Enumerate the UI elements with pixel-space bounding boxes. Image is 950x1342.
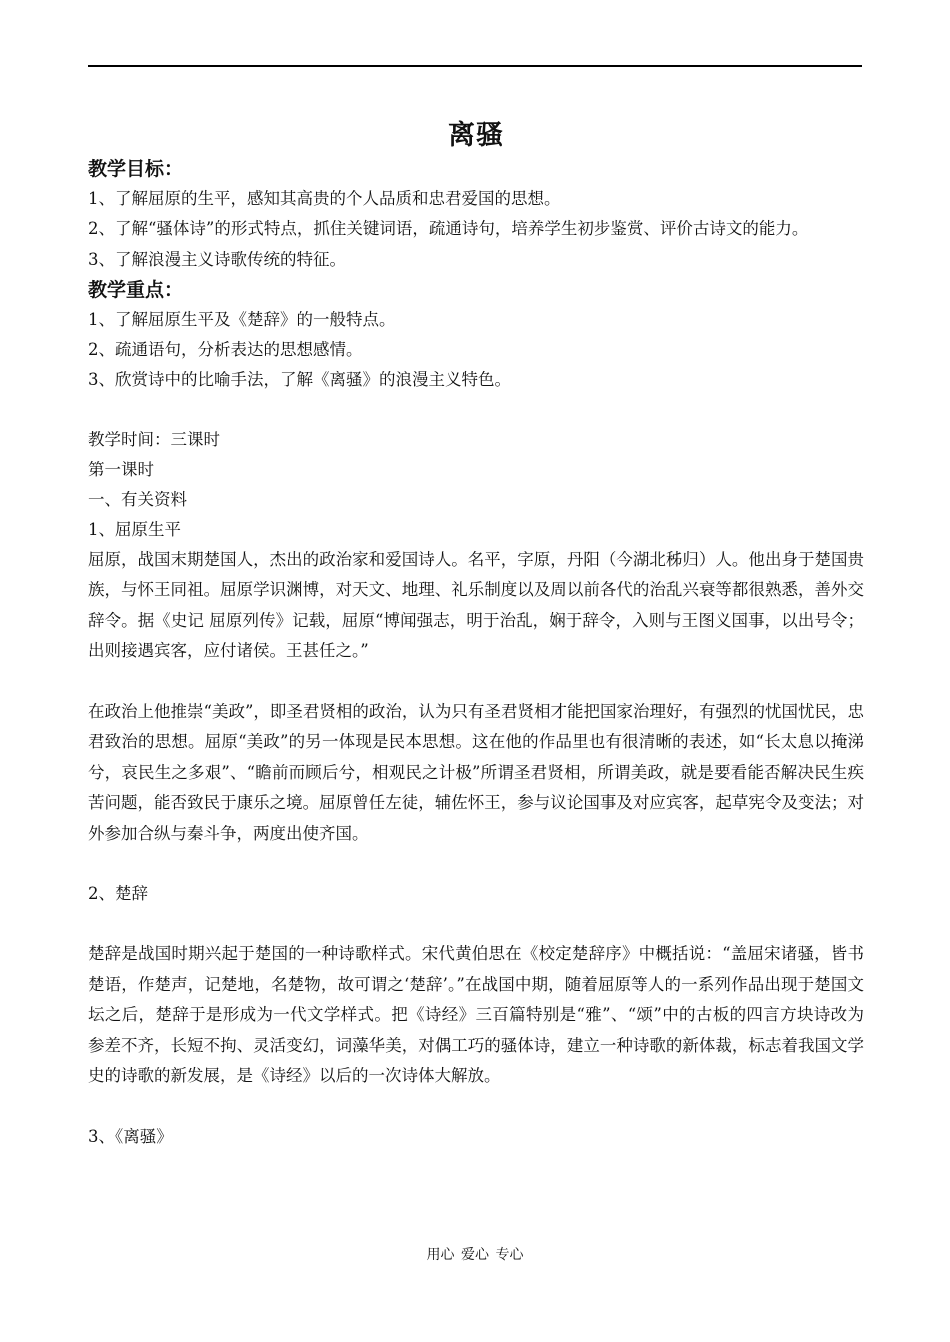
- subsection-heading: 3、《离骚》: [88, 1126, 173, 1146]
- lesson-label: 第一课时: [88, 459, 154, 479]
- subsection-heading: 2、楚辞: [88, 884, 148, 903]
- goals-heading: 教学目标：: [88, 158, 184, 180]
- header-rule: [88, 65, 862, 67]
- teaching-time: 教学时间：三课时: [88, 429, 220, 449]
- document-body: [88, 118, 864, 1152]
- page-footer: 用心 爱心 专心: [426, 1247, 524, 1263]
- key-point-item: 3、欣赏诗中的比喻手法，了解《离骚》的浪漫主义特色。: [88, 369, 511, 389]
- paragraph: 楚辞是战国时期兴起于楚国的一种诗歌样式。宋代黄伯思在《校定楚辞序》中概括说：“盖屈宋诸骚，皆书楚语，作楚声，记楚地，名楚物，故可谓之‘楚辞’。”在战国中期，随着屈原等人的一系列作品出现于楚国文坛之后，楚辞于是形成为一代文学样式。把《诗经》三百篇特别是“雅”、“颂”中的古板的四言方块诗改为参差不齐，长短不拘、灵活变幻，词藻华美，对偶工巧的骚体诗，建立一种诗歌的新体裁，标志着我国文学史的诗歌的新发展，是《诗经》以后的一次诗体大解放。: [88, 944, 864, 1085]
- goal-item: 3、了解浪漫主义诗歌传统的特征。: [88, 249, 346, 269]
- paragraph: 屈原，战国末期楚国人，杰出的政治家和爱国诗人。名平，字原，丹阳（今湖北秭归）人。他出身于楚国贵族，与怀王同祖。屈原学识渊博，对天文、地理、礼乐制度以及周以前各代的治乱兴衰等都很熟悉，善外交辞令。据《史记 屈原列传》记载，屈原“博闻强志，明于治乱，娴于辞令，入则与王图义国事，以出号令；出则接遇宾客，应付诸侯。王甚任之。”: [88, 549, 864, 660]
- document-title: 离骚: [448, 120, 504, 151]
- key-point-item: 2、疏通语句，分析表达的思想感情。: [88, 339, 363, 359]
- goal-item: 2、了解“骚体诗”的形式特点，抓住关键词语，疏通诗句，培养学生初步鉴赏、评价古诗文的能力。: [88, 219, 809, 238]
- subsection-heading: 1、屈原生平: [88, 519, 181, 539]
- paragraph: 在政治上他推崇“美政”，即圣君贤相的政治，认为只有圣君贤相才能把国家治理好，有强烈的忧国忧民，忠君致治的思想。屈原“美政”的另一体现是民本思想。这在他的作品里也有很清晰的表述，如“长太息以掩涕兮，哀民生之多艰”、“瞻前而顾后兮，相观民之计极”所谓圣君贤相，所谓美政，就是要看能否解决民生疾苦问题，能否致民于康乐之境。屈原曾任左徒，辅佐怀王，参与议论国事及对应宾客，起草宪令及变法；对外参加合纵与秦斗争，两度出使齐国。: [88, 701, 864, 843]
- key-points-heading: 教学重点：: [88, 278, 184, 301]
- goal-item: 1、了解屈原的生平，感知其高贵的个人品质和忠君爱国的思想。: [88, 189, 561, 208]
- part-heading: 一、有关资料: [88, 489, 187, 509]
- key-point-item: 1、了解屈原生平及《楚辞》的一般特点。: [88, 309, 396, 329]
